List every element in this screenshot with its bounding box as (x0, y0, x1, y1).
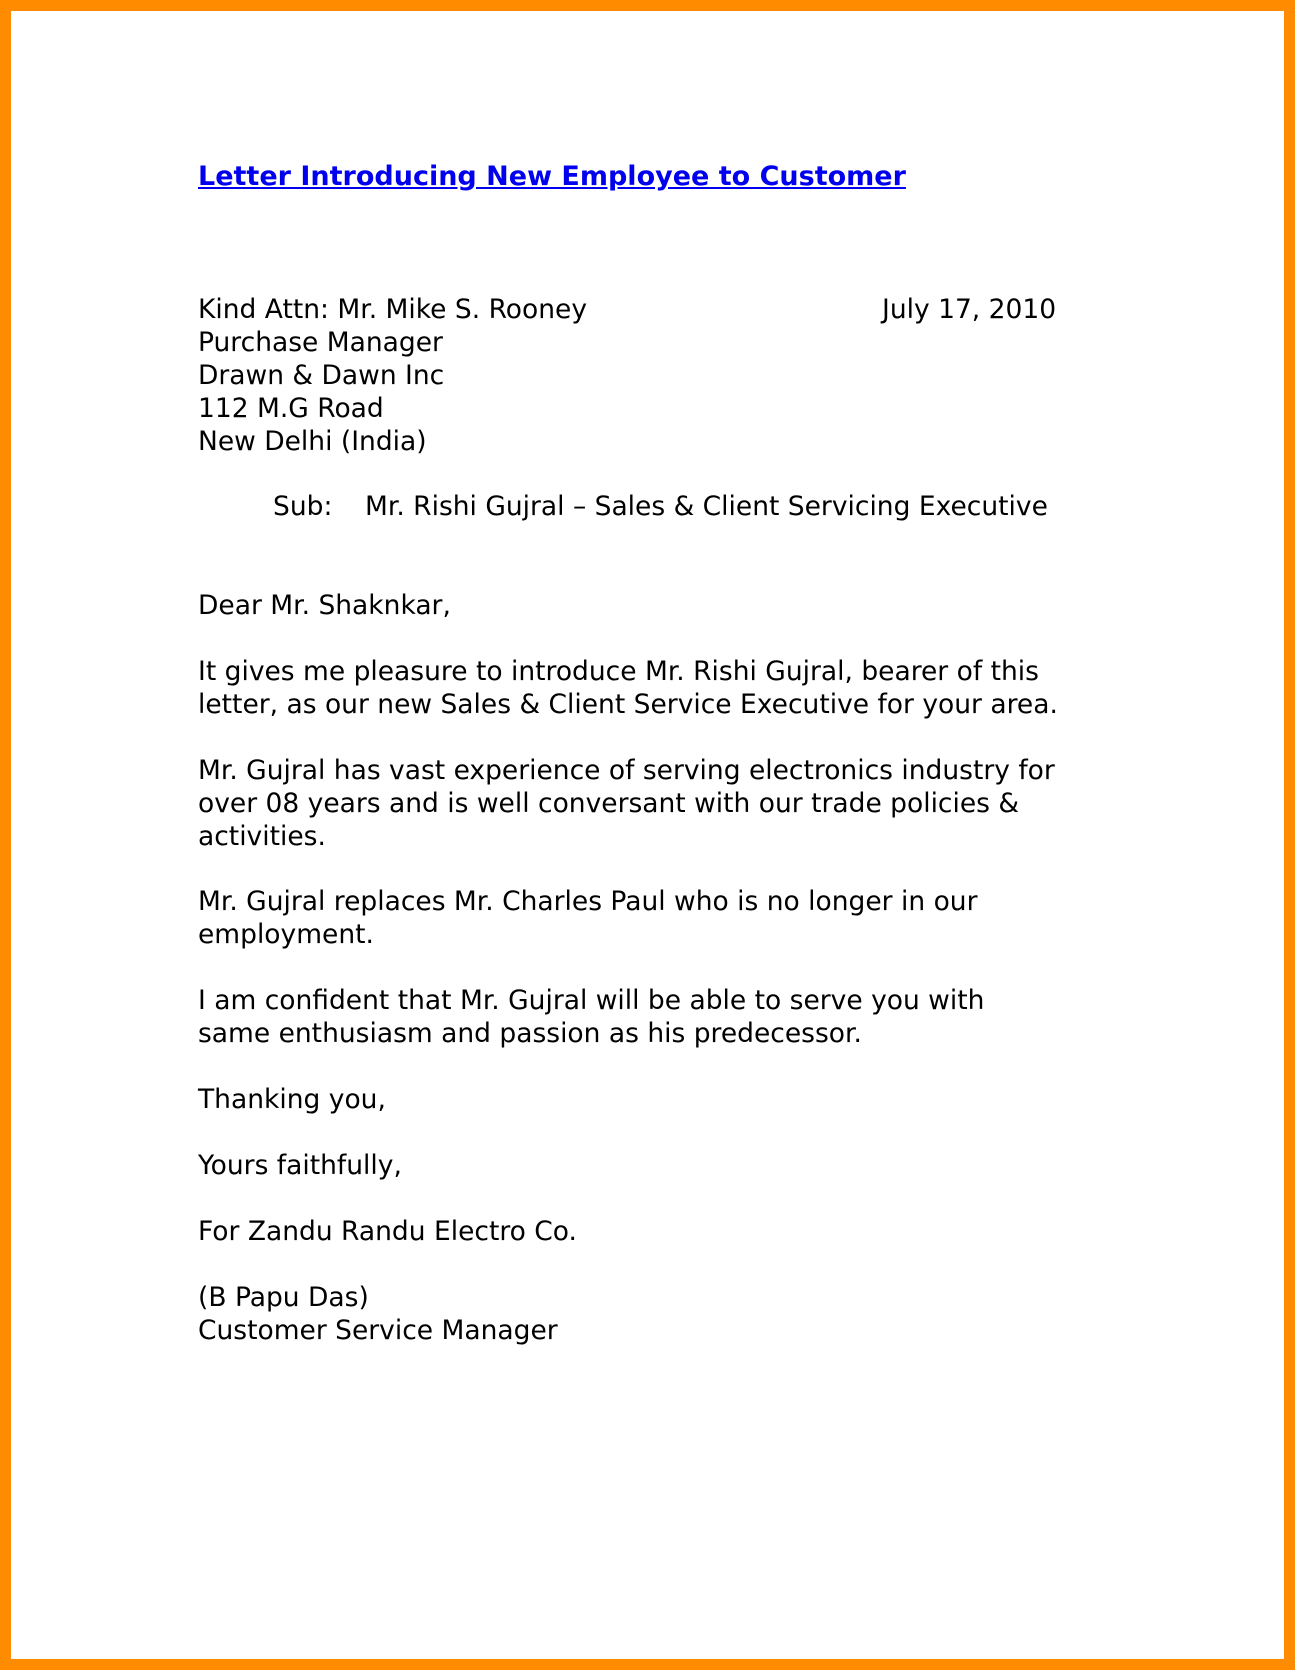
letter-title-link[interactable]: Letter Introducing New Employee to Customer (198, 161, 906, 192)
paragraph-line: It gives me pleasure to introduce Mr. Rishi Gujral, bearer of this (198, 656, 1039, 687)
paragraph-line: over 08 years and is well conversant with our trade policies & (198, 788, 1020, 819)
paragraph-2 (198, 754, 1055, 853)
paragraph-1 (198, 655, 1058, 721)
recipient-block (198, 293, 587, 458)
subject-text: Mr. Rishi Gujral – Sales & Client Servicing Executive (365, 491, 1048, 522)
closing-sign-off: Yours faithfully, (198, 1150, 402, 1181)
paragraph-line: letter, as our new Sales & Client Service Executive for your area. (198, 689, 1058, 720)
paragraph-line: activities. (198, 821, 326, 852)
recipient-designation: Purchase Manager (198, 327, 443, 358)
subject-line (273, 490, 1048, 523)
signature-block (198, 1281, 558, 1347)
signatory-title: Customer Service Manager (198, 1315, 558, 1346)
recipient-address-line-2: New Delhi (India) (198, 426, 427, 457)
paragraph-line: I am confident that Mr. Gujral will be able to serve you with (198, 985, 985, 1016)
paragraph-4 (198, 984, 984, 1050)
signatory-name: (B Papu Das) (198, 1282, 369, 1313)
recipient-company: Drawn & Dawn Inc (198, 360, 445, 391)
paragraph-line: employment. (198, 919, 374, 950)
letter-date: July 17, 2010 (882, 294, 1057, 325)
recipient-attn: Kind Attn: Mr. Mike S. Rooney (198, 294, 587, 325)
paragraph-line: Mr. Gujral replaces Mr. Charles Paul who is no longer in our (198, 886, 978, 917)
subject-label: Sub: (273, 491, 333, 522)
closing-thanks: Thanking you, (198, 1084, 386, 1115)
paragraph-3 (198, 885, 977, 951)
paragraph-line: Mr. Gujral has vast experience of serving electronics industry for (198, 755, 1055, 786)
salutation: Dear Mr. Shaknkar, (198, 590, 451, 621)
closing-company: For Zandu Randu Electro Co. (198, 1216, 577, 1247)
paragraph-line: same enthusiasm and passion as his predecessor. (198, 1018, 862, 1049)
recipient-address-line-1: 112 M.G Road (198, 393, 384, 424)
